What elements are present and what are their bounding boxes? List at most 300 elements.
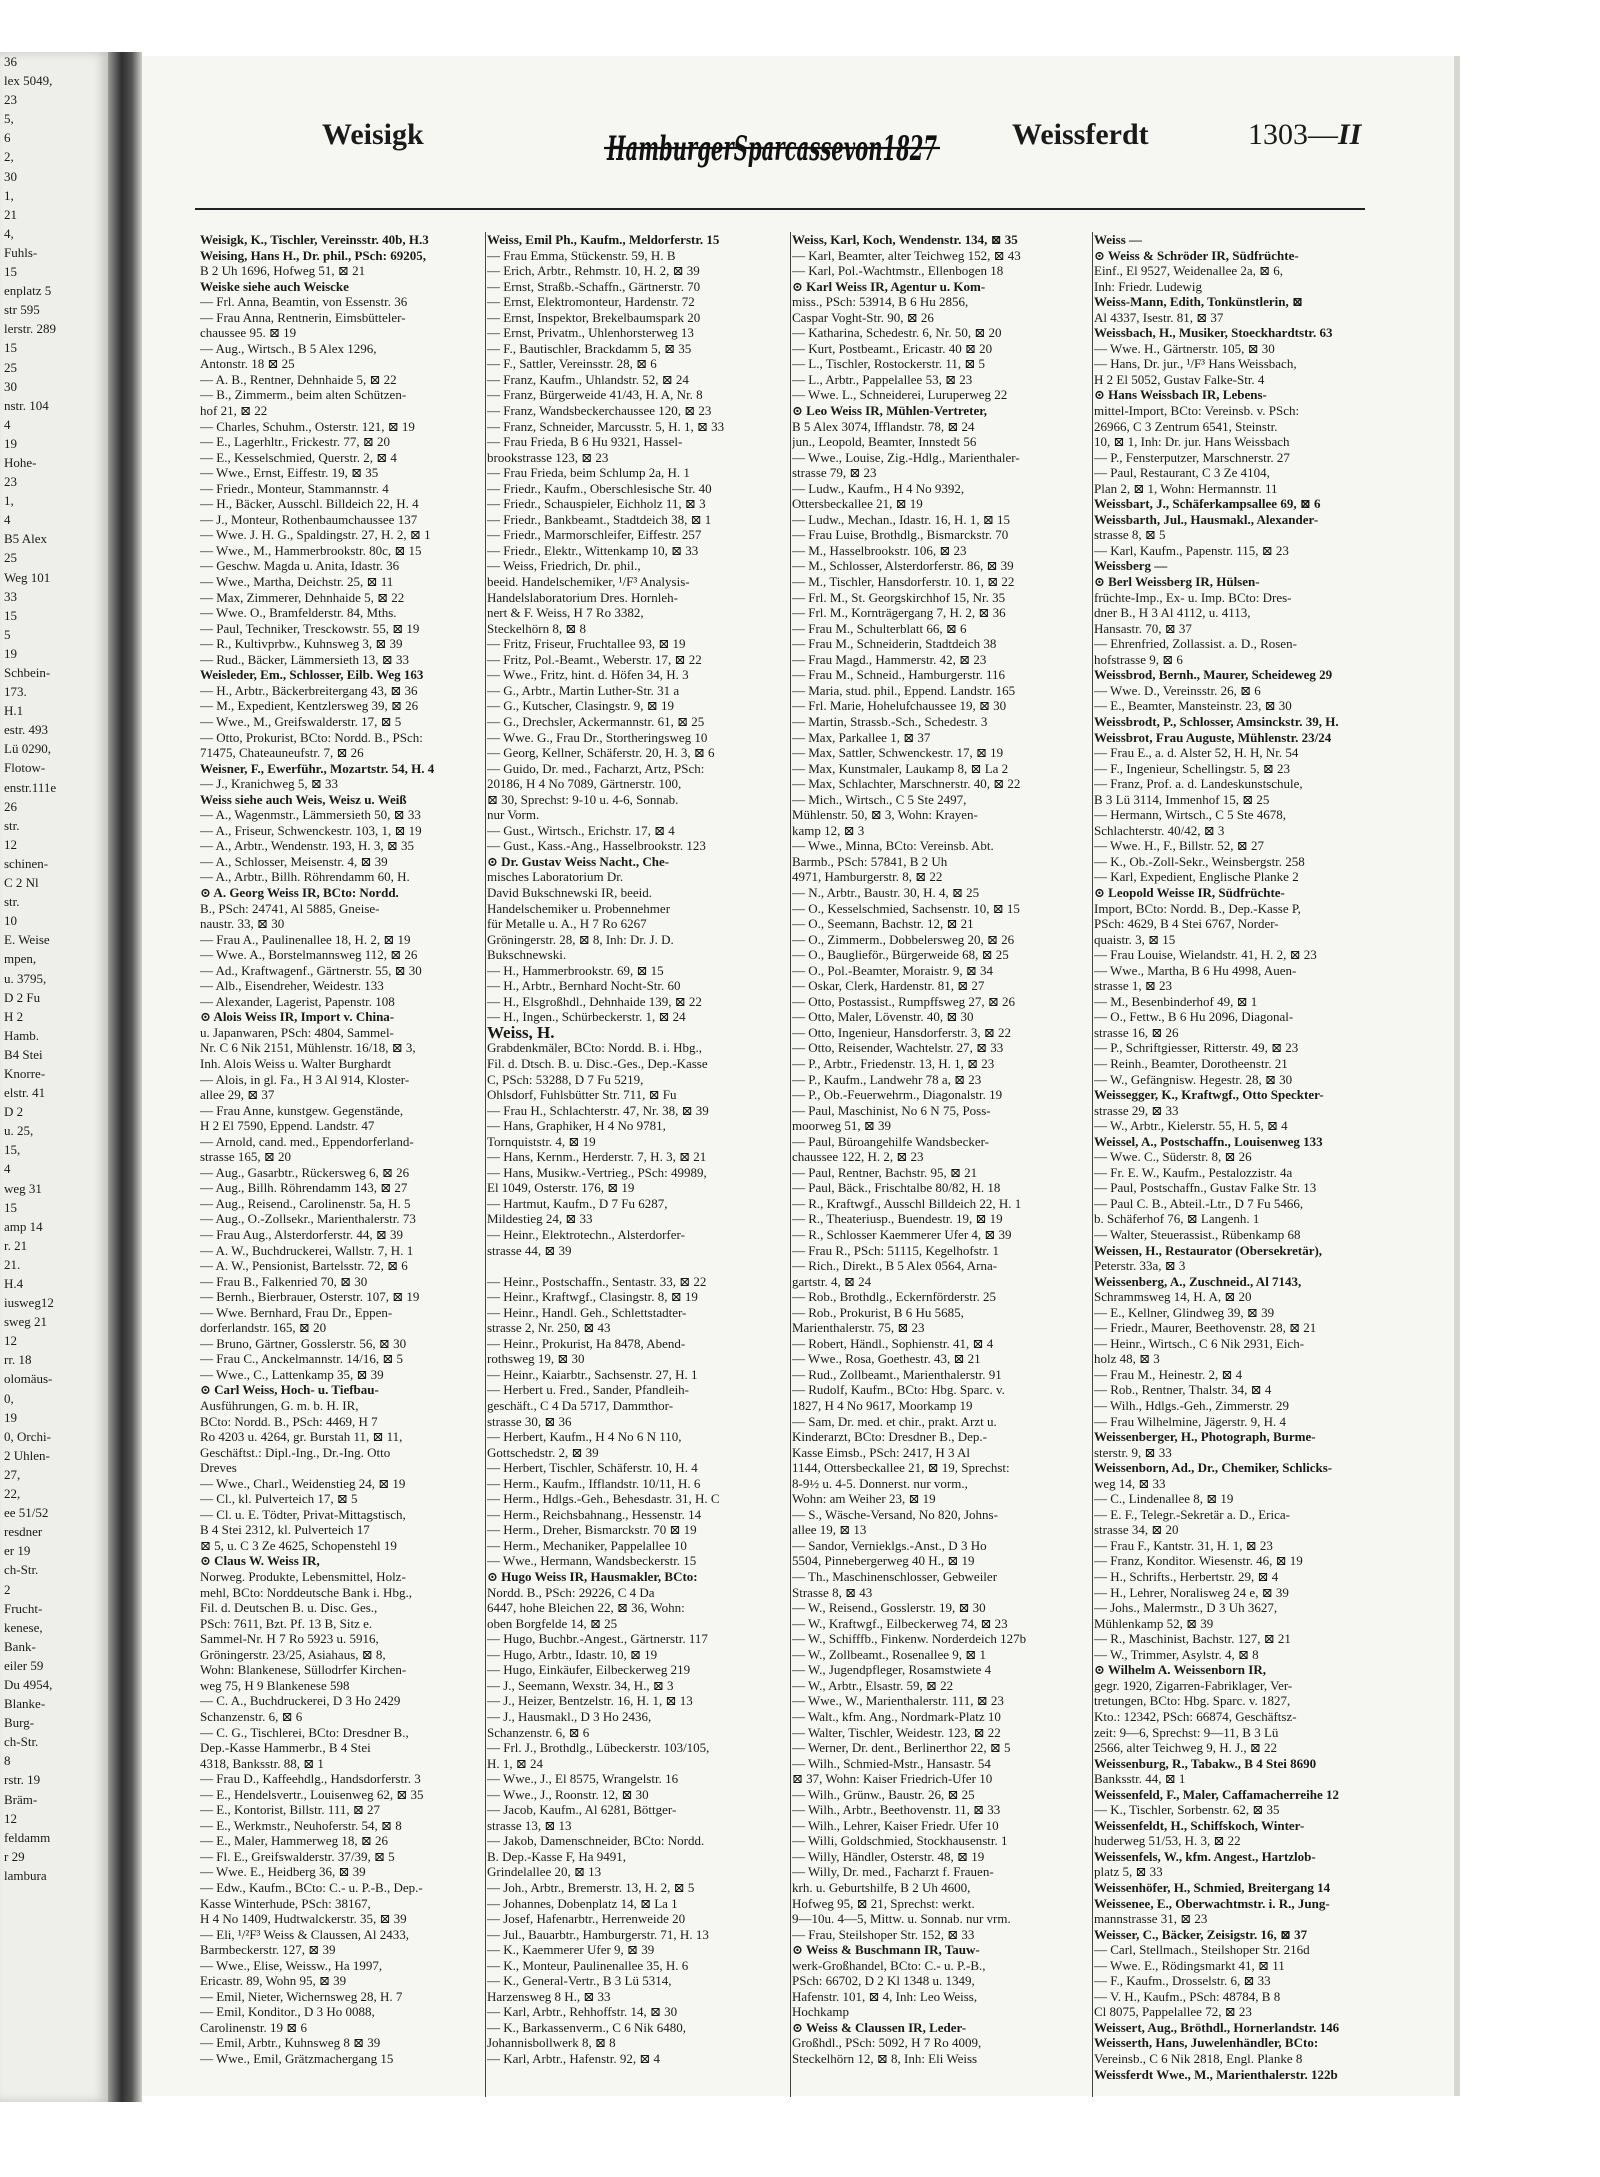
directory-entry-line: — Rich., Direkt., B 5 Alex 0564, Arna- (792, 1258, 998, 1274)
directory-entry-line: — Paul, Bäck., Frischtalbe 80/82, H. 18 (792, 1180, 1001, 1196)
directory-entry-line: — Hans, Graphiker, H 4 No 9781, (487, 1118, 666, 1134)
directory-entry-line: — Frau M., Heinestr. 2, ⊠ 4 (1094, 1366, 1243, 1382)
directory-entry-line: B 4 Stei 2312, kl. Pulverteich 17 (200, 1522, 370, 1538)
directory-entry-line: — Franz, Schneider, Marcusstr. 5, H. 1, ⊠ 33 (487, 418, 725, 434)
directory-entry-line: — Bruno, Gärtner, Gosslerstr. 56, ⊠ 30 (200, 1335, 407, 1351)
directory-entry-line: — M., Tischler, Hansdorferstr. 10. 1, ⊠ 22 (792, 574, 1015, 590)
directory-entry-line: — E., Kellner, Glindweg 39, ⊠ 39 (1094, 1304, 1275, 1320)
directory-entry-line: — Wwe. E., Rödingsmarkt 41, ⊠ 11 (1094, 1957, 1285, 1973)
directory-entry-line: Carolinenstr. 19 ⊠ 6 (200, 2019, 307, 2035)
directory-entry-line: 4318, Banksstr. 88, ⊠ 1 (200, 1755, 324, 1771)
directory-entry-line: Weissenfeld, F., Maler, Caffamacherreihe 12 (1094, 1786, 1340, 1802)
directory-entry-line: — Friedr., Marmorschleifer, Eiffestr. 257 (487, 527, 702, 543)
directory-entry-line: — Aug., Wirtsch., B 5 Alex 1296, (200, 340, 377, 356)
directory-entry-line: Kasse Winterhude, PSch: 38167, (200, 1895, 371, 1911)
left-page-fragment: 33 (4, 588, 17, 604)
directory-entry-line: — Wwe., Fritz, hint. d. Höfen 34, H. 3 (487, 667, 689, 683)
directory-entry-line: — M., Schlosser, Alsterdorferstr. 86, ⊠ 39 (792, 558, 1014, 574)
directory-entry-line: Import, BCto: Nordd. B., Dep.-Kasse P, (1094, 900, 1301, 916)
directory-entry-line: — Frau Frieda, beim Schlump 2a, H. 1 (487, 465, 690, 481)
directory-entry-line: — H., Hammerbrookstr. 69, ⊠ 15 (487, 962, 664, 978)
left-page-fragment: ch-Str. (4, 1562, 39, 1578)
directory-entry-line: mannstrasse 31, ⊠ 23 (1094, 1911, 1208, 1927)
directory-entry-line: B., PSch: 24741, Al 5885, Gneise- (200, 900, 380, 916)
directory-entry-line: für Metalle u. A., H 7 Ro 6267 (487, 916, 647, 932)
left-page-fragment: Bank- (4, 1638, 36, 1654)
left-page-fragment: Blanke- (4, 1696, 46, 1712)
directory-entry-line: Nr. C 6 Nik 2151, Mühlenstr. 16/18, ⊠ 3, (200, 1040, 416, 1056)
directory-entry-line: holz 48, ⊠ 3 (1094, 1351, 1160, 1367)
directory-entry-line: — Ehrenfried, Zollassist. a. D., Rosen- (1094, 636, 1297, 652)
directory-entry-line: — Wwe. L., Schneiderei, Luruperweg 22 (792, 387, 1008, 403)
directory-entry-line: Norweg. Produkte, Lebensmittel, Holz- (200, 1569, 406, 1585)
directory-entry-line: — Friedr., Bankbeamt., Stadtdeich 38, ⊠ 1 (487, 511, 712, 527)
directory-entry-line: strasse 34, ⊠ 20 (1094, 1522, 1179, 1538)
directory-entry-line: 10, ⊠ 1, Inh: Dr. jur. Hans Weissbach (1094, 434, 1290, 450)
directory-entry-line: — Aug., Billh. Röhrendamm 143, ⊠ 27 (200, 1180, 408, 1196)
column-divider (1092, 232, 1093, 2097)
left-page-fragment: er 19 (4, 1543, 31, 1559)
directory-entry-line: — Karl, Kaufm., Papenstr. 115, ⊠ 23 (1094, 542, 1289, 558)
left-page-fragment: 27, (4, 1466, 21, 1482)
directory-entry-line: — R., Kraftwgf., Ausschl Billdeich 22, H. 1 (792, 1195, 1022, 1211)
directory-entry-line: — Paul, Postschaffn., Gustav Falke Str. 13 (1094, 1180, 1317, 1196)
directory-entry-line: 26966, C 3 Zentrum 6541, Steinstr. (1094, 418, 1278, 434)
directory-entry-line: — O., Fettw., B 6 Hu 2096, Diagonal- (1094, 1009, 1294, 1025)
directory-entry-line: — J., Hausmakl., D 3 Ho 2436, (487, 1708, 652, 1724)
directory-entry-line: — Paul, Techniker, Tresckowstr. 55, ⊠ 19 (200, 620, 420, 636)
directory-entry-line: Weissenfeldt, H., Schiffskoch, Winter- (1094, 1817, 1305, 1833)
directory-entry-line: 2566, alter Teichweg 9, H. J., ⊠ 22 (1094, 1740, 1278, 1756)
directory-entry-line: — E., Beamter, Mansteinstr. 23, ⊠ 30 (1094, 698, 1292, 714)
directory-entry-line: — Frau Louise, Wielandstr. 41, H. 2, ⊠ 23 (1094, 947, 1317, 963)
directory-entry-line: Kasse Eimsb., PSch: 2417, H 3 Al (792, 1444, 971, 1460)
directory-entry-line: Weiss siehe auch Weis, Weisz u. Weiß (200, 791, 407, 807)
directory-entry-line: — V. H., Kaufm., PSch: 48784, B 8 (1094, 1988, 1281, 2004)
left-page-fragment: sweg 21 (4, 1314, 47, 1330)
directory-entry-line: Handelslaboratorium Dres. Hornleh- (487, 589, 678, 605)
left-page-fragment: feldamm (4, 1829, 51, 1845)
directory-entry-line: — Ad., Kraftwagenf., Gärtnerstr. 55, ⊠ 30 (200, 962, 422, 978)
page-number-value: 1303— (1248, 118, 1338, 151)
directory-entry-line: — Sam, Dr. med. et chir., prakt. Arzt u. (792, 1413, 997, 1429)
directory-entry-line: — Cl., kl. Pulverteich 17, ⊠ 5 (200, 1491, 358, 1507)
left-page-fragment: 15 (4, 340, 17, 356)
directory-entry-line: — Hugo, Buchbr.-Angest., Gärtnerstr. 117 (487, 1631, 708, 1647)
directory-entry-line: ⊙ Hugo Weiss IR, Hausmakler, BCto: (487, 1569, 698, 1585)
directory-entry-line: — Walt., kfm. Ang., Nordmark-Platz 10 (792, 1708, 1001, 1724)
directory-entry-line: Großhdl., PSch: 5092, H 7 Ro 4009, (792, 2035, 982, 2051)
directory-entry-line: — Wwe., Emil, Grätzmachergang 15 (200, 2050, 394, 2066)
left-page-fragment: 15 (4, 1199, 17, 1215)
directory-entry-line: — Wwe. Bernhard, Frau Dr., Eppen- (200, 1304, 393, 1320)
directory-entry-line: — Wwe., J., Roonstr. 12, ⊠ 30 (487, 1786, 649, 1802)
directory-entry-line: — Frau M., Schneid., Hamburgerstr. 116 (792, 667, 1006, 683)
directory-entry-line: — Franz, Bürgerweide 41/43, H. A, Nr. 8 (487, 387, 703, 403)
directory-entry-line: — Wwe. O., Bramfelderstr. 84, Mths. (200, 605, 397, 621)
directory-entry-line: — Frau, Steilshoper Str. 152, ⊠ 33 (792, 1926, 975, 1942)
directory-entry-line: — Rudolf, Kaufm., BCto: Hbg. Sparc. v. (792, 1382, 1005, 1398)
directory-entry-line: Marienthalerstr. 75, ⊠ 23 (792, 1320, 925, 1336)
directory-entry-line: — J., Kranichweg 5, ⊠ 33 (200, 776, 338, 792)
left-page-fragment: C 2 Nl (4, 875, 39, 891)
left-page-fragment: kenese, (4, 1619, 43, 1635)
directory-entry-line: — Frau Magd., Hammerstr. 42, ⊠ 23 (792, 651, 987, 667)
directory-entry-line: — Gust., Kass.-Ang., Hasselbrookstr. 123 (487, 838, 706, 854)
directory-entry-line: — K., Tischler, Sorbenstr. 62, ⊠ 35 (1094, 1802, 1280, 1818)
directory-entry-line: 5504, Pinnebergerweg 40 H., ⊠ 19 (792, 1553, 975, 1569)
directory-entry-line: nur Vorm. (487, 807, 540, 823)
directory-entry-line: — H., Elsgroßhdl., Dehnhaide 139, ⊠ 22 (487, 993, 702, 1009)
directory-entry-line: ⊙ Dr. Gustav Weiss Nacht., Che- (487, 853, 670, 869)
directory-entry-line: — Wwe., W., Marienthalerstr. 111, ⊠ 23 (792, 1693, 1004, 1709)
directory-entry-line: Wohn: Blankenese, Süllodrfer Kirchen- (200, 1662, 407, 1678)
directory-entry-line: hofstrasse 9, ⊠ 6 (1094, 651, 1183, 667)
left-page-fragment: 173. (4, 684, 27, 700)
directory-entry-line: — Aug., Gasarbtr., Rückersweg 6, ⊠ 26 (200, 1164, 410, 1180)
directory-entry-line: — Kurt, Postbeamt., Ericastr. 40 ⊠ 20 (792, 340, 993, 356)
directory-entry-line: ⊙ Berl Weissberg IR, Hülsen- (1094, 574, 1260, 590)
directory-entry-line: — R., Maschinist, Bachstr. 127, ⊠ 21 (1094, 1631, 1291, 1647)
directory-entry-line: ⊙ Claus W. Weiss IR, (200, 1553, 320, 1569)
directory-entry-line: kamp 12, ⊠ 3 (792, 822, 865, 838)
left-page-fragment: 22, (4, 1486, 21, 1502)
directory-entry-line: naustr. 33, ⊠ 30 (200, 916, 285, 932)
directory-entry-line: — Guido, Dr. med., Facharzt, Artz, PSch: (487, 760, 705, 776)
directory-entry-line: Inh: Friedr. Ludewig (1094, 278, 1202, 294)
directory-entry-line: — O., Pol.-Beamter, Moraistr. 9, ⊠ 34 (792, 962, 994, 978)
directory-entry-line: — F., Bautischler, Brackdamm 5, ⊠ 35 (487, 340, 692, 356)
directory-entry-line: — Wwe., M., Greifswalderstr. 17, ⊠ 5 (200, 713, 402, 729)
directory-entry-line: 20186, H 4 No 7089, Gärtnerstr. 100, (487, 776, 682, 792)
directory-entry-line: Sammel-Nr. H 7 Ro 5923 u. 5916, (200, 1631, 379, 1647)
directory-entry-line: Weissbach, H., Musiker, Stoeckhardtstr. 63 (1094, 325, 1333, 341)
left-page-fragment: 4 (4, 512, 11, 528)
directory-entry-line: 6447, hohe Bleichen 22, ⊠ 36, Wohn: (487, 1600, 685, 1616)
directory-entry-line: strasse 79, ⊠ 23 (792, 465, 877, 481)
directory-entry-line: ⊙ A. Georg Weiss IR, BCto: Nordd. (200, 884, 399, 900)
directory-entry-line: — Frau R., PSch: 51115, Kegelhofstr. 1 (792, 1242, 1000, 1258)
left-page-fragment: lambura (4, 1867, 47, 1883)
directory-entry-line: Weissert, Aug., Bröthdl., Hornerlandstr. 146 (1094, 2019, 1340, 2035)
directory-entry-line: H 4 No 1409, Hudtwalckerstr. 35, ⊠ 39 (200, 1911, 407, 1927)
directory-entry-line: früchte-Imp., Ex- u. Imp. BCto: Dres- (1094, 589, 1292, 605)
directory-entry-line: — P., Schriftgiesser, Ritterstr. 49, ⊠ 23 (1094, 1040, 1299, 1056)
directory-entry-line: — Hans, Kernm., Herderstr. 7, H. 3, ⊠ 21 (487, 1149, 707, 1165)
directory-entry-line: Mühlenkamp 52, ⊠ 39 (1094, 1615, 1214, 1631)
left-page-fragment: str. (4, 894, 20, 910)
directory-entry-line: Ottersbeckallee 21, ⊠ 19 (792, 496, 923, 512)
directory-entry-line: Bukschnewski. (487, 947, 567, 963)
directory-entry-line: — Walter, Steuerassist., Rübenkamp 68 (1094, 1227, 1301, 1242)
directory-entry-line: — Maria, stud. phil., Eppend. Landstr. 165 (792, 682, 1016, 698)
directory-column-3 (792, 232, 1091, 2067)
directory-entry-line: — Carl, Stellmach., Steilshoper Str. 216d (1094, 1942, 1310, 1958)
directory-entry-line: 9—10u. 4—5, Mittw. u. Sonnab. nur vrm. (792, 1911, 1011, 1927)
directory-entry-line: — Wwe. G., Frau Dr., Stortheringsweg 10 (487, 729, 708, 745)
directory-entry-line: Weissbrodt, P., Schlosser, Amsinckstr. 39, H. (1094, 713, 1339, 729)
directory-entry-line: — E. F., Telegr.-Sekretär a. D., Erica- (1094, 1506, 1290, 1522)
directory-entry-line: — E., Maler, Hammerweg 18, ⊠ 26 (200, 1833, 388, 1849)
directory-entry-line: rothsweg 19, ⊠ 30 (487, 1351, 585, 1367)
left-page-fragment: enplatz 5 (4, 283, 52, 299)
left-page-fragment: 15 (4, 264, 17, 280)
directory-entry-line: — Frau H., Schlachterstr. 47, Nr. 38, ⊠ 39 (487, 1102, 709, 1118)
left-page-fragment: 0, Orchi- (4, 1428, 51, 1444)
directory-entry-line: — P., Fensterputzer, Marschnerstr. 27 (1094, 449, 1290, 465)
left-page-fragment: ch-Str. (4, 1734, 39, 1750)
directory-entry-line: — Karl, Arbtr., Rehhoffstr. 14, ⊠ 30 (487, 2004, 678, 2020)
directory-entry-line: — Herm., Reichsbahnang., Hessenstr. 14 (487, 1506, 702, 1522)
directory-entry-line: — Karl, Arbtr., Hafenstr. 92, ⊠ 4 (487, 2050, 661, 2066)
directory-entry-line: — P., Ob.-Feuerwehrm., Diagonalstr. 19 (792, 1087, 1003, 1103)
directory-entry-line: — Hermann, Wirtsch., C 5 Ste 4678, (1094, 807, 1287, 823)
directory-entry-line: — Frau Wilhelmine, Jägerstr. 9, H. 4 (1094, 1413, 1287, 1429)
directory-entry-line: Cl 8075, Pappelallee 72, ⊠ 23 (1094, 2004, 1252, 2020)
left-page-edge (0, 52, 108, 2102)
directory-entry-line: jun., Leopold, Beamter, Innstedt 56 (792, 434, 977, 450)
directory-entry-line: — Geschw. Magda u. Anita, Idastr. 36 (200, 558, 400, 574)
directory-entry-line: Grindelallee 20, ⊠ 13 (487, 1864, 602, 1880)
directory-entry-line: — Alb., Eisendreher, Weidestr. 133 (200, 978, 384, 994)
directory-entry-line: sterstr. 9, ⊠ 33 (1094, 1444, 1172, 1460)
directory-entry-line: — H., Arbtr., Bäckerbreitergang 43, ⊠ 36 (200, 682, 418, 698)
left-page-fragment: 2, (4, 149, 14, 165)
directory-entry-line: Weissenfels, W., kfm. Angest., Hartzlob- (1094, 1848, 1316, 1864)
directory-entry-line: — Wilh., Arbtr., Beethovenstr. 11, ⊠ 33 (792, 1802, 1001, 1818)
directory-entry-line: PSch: 4629, B 4 Stei 6767, Norder- (1094, 916, 1279, 932)
directory-entry-line: — Wwe. H., Gärtnerstr. 105, ⊠ 30 (1094, 340, 1275, 356)
directory-entry-line: — Paul, Restaurant, C 3 Ze 4104, (1094, 465, 1270, 481)
directory-entry-line: — Reinh., Beamter, Dorotheenstr. 21 (1094, 1055, 1288, 1071)
directory-entry-line: — Frau A., Paulinenallee 18, H. 2, ⊠ 19 (200, 931, 411, 947)
left-page-fragment: 25 (4, 359, 17, 375)
left-page-fragment: 25 (4, 550, 17, 566)
directory-entry-line: — Fl. E., Greifswalderstr. 37/39, ⊠ 5 (200, 1848, 395, 1864)
left-page-fragment: r. 21 (4, 1237, 28, 1253)
directory-entry-line: ⊠ 37, Wohn: Kaiser Friedrich-Ufer 10 (792, 1771, 993, 1787)
directory-entry-line: Inh. Alois Weiss u. Walter Burghardt (200, 1055, 392, 1071)
directory-entry-line: — Frl. J., Brothdlg., Lübeckerstr. 103/105, (487, 1740, 710, 1756)
directory-entry-line: 4971, Hamburgerstr. 8, ⊠ 22 (792, 869, 943, 885)
directory-entry-line: strasse 1, ⊠ 23 (1094, 978, 1173, 994)
directory-entry-line: El 1049, Osterstr. 176, ⊠ 19 (487, 1180, 635, 1196)
directory-entry-line: Vereinsb., C 6 Nik 2818, Engl. Planke 8 (1094, 2050, 1303, 2066)
directory-entry-line: weg 75, H 9 Blankenese 598 (200, 1677, 350, 1693)
bank-logo-advertisement (600, 98, 945, 194)
directory-entry-line: Weisigk, K., Tischler, Vereinsstr. 40b, H.3 (200, 232, 429, 247)
directory-entry-line: gegr. 1920, Zigarren-Fabriklager, Ver- (1094, 1677, 1293, 1693)
directory-entry-line: — W., Zollbeamt., Rosenallee 9, ⊠ 1 (792, 1646, 986, 1662)
directory-entry-line: B 5 Alex 3074, Ifflandstr. 78, ⊠ 24 (792, 418, 975, 434)
directory-entry-line: — O., Seemann, Bachstr. 12, ⊠ 21 (792, 916, 974, 932)
left-page-fragment: H.4 (4, 1276, 24, 1291)
directory-entry-line: — P., Kaufm., Landwehr 78 a, ⊠ 23 (792, 1071, 982, 1087)
directory-entry-line: — F., Kaufm., Drosselstr. 6, ⊠ 33 (1094, 1973, 1271, 1989)
directory-entry-line: allee 29, ⊠ 37 (200, 1087, 275, 1103)
directory-entry-line: — Ludw., Mechan., Idastr. 16, H. 1, ⊠ 15 (792, 511, 1011, 527)
left-page-fragment: 15 (4, 607, 17, 623)
directory-entry-line: Weissen, H., Restaurator (Obersekretär), (1094, 1242, 1323, 1258)
bank-logo-text: HamburgerSparcassevon1827 (606, 129, 938, 169)
directory-entry-line: Fil. d. Dtsch. B. u. Disc.-Ges., Dep.-Kasse (487, 1055, 708, 1071)
directory-entry-line: — Wwe. A., Borstelmannsweg 112, ⊠ 26 (200, 947, 418, 963)
directory-entry-line: — Weiss, Friedrich, Dr. phil., (487, 558, 641, 574)
directory-entry-line: Weisserth, Hans, Juwelenhändler, BCto: (1094, 2035, 1319, 2051)
directory-entry-line: — Emil, Konditor., D 3 Ho 0088, (200, 2004, 375, 2020)
directory-entry-line: — O., Zimmerm., Dobbelersweg 20, ⊠ 26 (792, 931, 1015, 947)
left-page-fragment: 2 Uhlen- (4, 1447, 50, 1463)
directory-entry-line: Caspar Voght-Str. 90, ⊠ 26 (792, 309, 934, 325)
left-page-fragment: lex 5049, (4, 73, 53, 89)
directory-entry-line: Schanzenstr. 6, ⊠ 6 (487, 1724, 590, 1740)
directory-column-1 (200, 232, 483, 2067)
directory-entry-line: — Wwe., J., El 8575, Wrangelstr. 16 (487, 1771, 679, 1787)
directory-entry-line: PSch: 66702, D 2 Kl 1348 u. 1349, (792, 1973, 975, 1989)
directory-entry-line: — Otto, Prokurist, BCto: Nordd. B., PSch: (200, 729, 423, 745)
directory-entry-line (487, 1258, 787, 1274)
directory-entry-line: — H., Schrifts., Herbertstr. 29, ⊠ 4 (1094, 1569, 1279, 1585)
directory-entry-line: Plan 2, ⊠ 1, Wohn: Hermannstr. 11 (1094, 480, 1278, 496)
page-edge (1454, 56, 1460, 2096)
directory-entry-line: Geschäftst.: Dipl.-Ing., Dr.-Ing. Otto (200, 1444, 391, 1460)
directory-entry-line: — Th., Maschinenschlosser, Gebweiler (792, 1569, 998, 1585)
directory-entry-line: — Hugo, Einkäufer, Eilbeckerweg 219 (487, 1662, 691, 1678)
directory-entry-line: — Wwe. E., Heidberg 36, ⊠ 39 (200, 1864, 366, 1880)
directory-entry-line: nert & F. Weiss, H 7 Ro 3382, (487, 605, 644, 621)
directory-entry-line: — Rob., Rentner, Thalstr. 34, ⊠ 4 (1094, 1382, 1272, 1398)
left-page-fragment: B4 Stei (4, 1046, 43, 1062)
directory-entry-line: — Alexander, Lagerist, Papenstr. 108 (200, 993, 395, 1009)
directory-entry-line: — A., Arbtr., Billh. Röhrendamm 60, H. (200, 869, 410, 885)
directory-entry-line: — Ludw., Kaufm., H 4 No 9392, (792, 480, 965, 496)
header-rule (195, 208, 1365, 210)
left-page-fragment: 19 (4, 1409, 17, 1425)
left-page-fragment: u. 25, (4, 1123, 34, 1139)
directory-entry-line: Antonstr. 18 ⊠ 25 (200, 356, 295, 372)
directory-entry-line: H 2 El 5052, Gustav Falke-Str. 4 (1094, 371, 1265, 387)
directory-entry-line: Weissegger, K., Kraftwgf., Otto Speckter- (1094, 1087, 1324, 1103)
directory-entry-line: Weising, Hans H., Dr. phil., PSch: 69205, (200, 247, 426, 263)
directory-entry-line: — O., Bauglieför., Bürgerweide 68, ⊠ 25 (792, 947, 1009, 963)
directory-entry-line: strasse 2, Nr. 250, ⊠ 43 (487, 1320, 611, 1336)
left-page-fragment: 12 (4, 1333, 17, 1349)
header-left-word: Weisigk (322, 118, 424, 151)
directory-entry-line: Al 4337, Isestr. 81, ⊠ 37 (1094, 309, 1224, 325)
left-page-fragment: Knorre- (4, 1065, 46, 1081)
directory-entry-line: — Ernst, Privatm., Uhlenhorsterweg 13 (487, 325, 694, 341)
directory-entry-line: — Wilh., Schmied-Mstr., Hansastr. 54 (792, 1755, 991, 1771)
directory-entry-line: 71475, Chateauneufstr. 7, ⊠ 26 (200, 745, 364, 761)
directory-entry-line: — W., Kraftwgf., Eilbeckerweg 74, ⊠ 23 (792, 1615, 1008, 1631)
left-page-fragment: H 2 (4, 1008, 24, 1024)
directory-entry-line: — Rud., Zollbeamt., Marienthalerstr. 91 (792, 1366, 1002, 1382)
directory-entry-line: Weissberg — (1094, 558, 1168, 574)
left-page-fragment: Bräm- (4, 1791, 38, 1807)
directory-entry-line: — Paul, Rentner, Bachstr. 95, ⊠ 21 (792, 1164, 978, 1180)
directory-entry-line: — S., Wäsche-Versand, No 820, Johns- (792, 1506, 998, 1522)
directory-entry-line: — A. W., Pensionist, Bartelsstr. 72, ⊠ 6 (200, 1258, 408, 1274)
directory-entry-line: Einf., El 9527, Weidenallee 2a, ⊠ 6, (1094, 263, 1284, 279)
directory-entry-line: C, PSch: 53288, D 7 Fu 5219, (487, 1071, 644, 1087)
directory-entry-line: — Herm., Kaufm., Ifflandstr. 10/11, H. 6 (487, 1475, 701, 1491)
directory-entry-line: — H., Lehrer, Noralisweg 24 e, ⊠ 39 (1094, 1584, 1289, 1600)
left-page-fragment: 12 (4, 1810, 17, 1826)
directory-entry-line: — A., Friseur, Schwenckestr. 103, 1, ⊠ 19 (200, 822, 422, 838)
directory-column-2 (487, 232, 787, 2067)
directory-entry-line: — Edw., Kaufm., BCto: C.- u. P.-B., Dep.- (200, 1879, 423, 1895)
directory-entry-line: Wohn: am Weiher 23, ⊠ 19 (792, 1491, 936, 1507)
directory-entry-line: — Willi, Goldschmied, Stockhausenstr. 1 (792, 1833, 1008, 1849)
directory-entry-line: — Wwe. J. H. G., Spaldingstr. 27, H. 2, ⊠ 1 (200, 527, 431, 543)
left-page-fragment: schinen- (4, 855, 49, 871)
directory-entry-line: Ericastr. 89, Wohn 95, ⊠ 39 (200, 1973, 347, 1989)
directory-entry-line: Steckelhörn 8, ⊠ 8 (487, 620, 586, 636)
left-page-fragment: rr. 18 (4, 1352, 32, 1368)
left-page-fragment: ee 51/52 (4, 1505, 49, 1521)
directory-entry-line: — Franz, Konditor. Wiesenstr. 46, ⊠ 19 (1094, 1553, 1303, 1569)
directory-entry-line: — E., Werkmstr., Neuhoferstr. 54, ⊠ 8 (200, 1817, 402, 1833)
directory-entry-line: Weissenhöfer, H., Schmied, Breitergang 14 (1094, 1879, 1331, 1895)
left-page-fragment: Schbein- (4, 665, 51, 680)
left-page-fragment: Fuhls- (4, 244, 38, 260)
directory-entry-line: ⊠ 5, u. C 3 Ze 4625, Schopenstehl 19 (200, 1537, 397, 1553)
directory-entry-line: David Bukschnewski IR, beeid. (487, 884, 653, 900)
directory-entry-line: — Martin, Strassb.-Sch., Schedestr. 3 (792, 713, 988, 729)
directory-entry-line: — Frau D., Kaffeehdlg., Handsdorferstr. 3 (200, 1771, 421, 1787)
left-page-fragment: 4 (4, 416, 11, 432)
directory-entry-line: — K., Ob.-Zoll-Sekr., Weinsbergstr. 258 (1094, 853, 1305, 869)
directory-entry-line: Weissenberger, H., Photograph, Burme- (1094, 1429, 1316, 1445)
directory-entry-line: — Friedr., Kaufm., Oberschlesische Str. 40 (487, 480, 712, 496)
directory-entry-line: — W., Gefängnisw. Hegestr. 28, ⊠ 30 (1094, 1071, 1293, 1087)
left-page-fragment: B5 Alex (4, 531, 47, 547)
directory-entry-line: — E., Lagerhltr., Frickestr. 77, ⊠ 20 (200, 434, 390, 450)
directory-entry-line: — K., Kaemmerer Ufer 9, ⊠ 39 (487, 1942, 655, 1958)
directory-entry-line: — G., Arbtr., Martin Luther-Str. 31 a (487, 682, 680, 698)
left-page-fragment: 0, (4, 1390, 14, 1406)
directory-entry-line: Mühlenstr. 50, ⊠ 3, Wohn: Krayen- (792, 807, 978, 823)
directory-entry-line: Dep.-Kasse Hammerbr., B 4 Stei (200, 1740, 371, 1756)
left-page-fragment: Du 4954, (4, 1676, 53, 1692)
directory-entry-line: hof 21, ⊠ 22 (200, 403, 268, 419)
directory-entry-line: — Wwe., Minna, BCto: Vereinsb. Abt. (792, 838, 994, 854)
left-page-fragment: 4, (4, 225, 14, 241)
directory-entry-line: — N., Arbtr., Baustr. 30, H. 4, ⊠ 25 (792, 884, 980, 900)
directory-entry-line: — A., Arbtr., Wendenstr. 193, H. 3, ⊠ 35 (200, 838, 414, 854)
directory-entry-line: — Max, Zimmerer, Dehnhaide 5, ⊠ 22 (200, 589, 405, 605)
directory-entry-line: — Frl. Marie, Hohelufchaussee 19, ⊠ 30 (792, 698, 1007, 714)
directory-entry-line: — Frau Luise, Brothdlg., Bismarckstr. 70 (792, 527, 1009, 543)
directory-entry-line: Kinderarzt, BCto: Dresdner B., Dep.- (792, 1429, 987, 1445)
directory-entry-line: B 3 Lü 3114, Immenhof 15, ⊠ 25 (1094, 791, 1270, 807)
directory-entry-line: — Cl. u. E. Tödter, Privat-Mittagstisch, (200, 1506, 406, 1522)
left-page-fragment: 5, (4, 111, 14, 127)
directory-entry-line: — Willy, Händler, Osterstr. 48, ⊠ 19 (792, 1848, 985, 1864)
directory-entry-line: strasse 29, ⊠ 33 (1094, 1102, 1179, 1118)
directory-entry-line: — Heinr., Kaiarbtr., Sachsenstr. 27, H. 1 (487, 1366, 698, 1382)
directory-entry-line: ⊙ Weiss & Claussen IR, Leder- (792, 2019, 967, 2035)
directory-entry-line: mehl, BCto: Norddeutsche Bank i. Hbg., (200, 1584, 412, 1600)
directory-entry-line: Harzensweg 8 H., ⊠ 33 (487, 1988, 611, 2004)
book-gutter (108, 52, 142, 2102)
directory-entry-line: — M., Expedient, Kentzlersweg 39, ⊠ 26 (200, 698, 419, 714)
directory-entry-line: — H., Arbtr., Bernhard Nocht-Str. 60 (487, 978, 681, 994)
directory-column-4 (1094, 232, 1380, 2082)
directory-entry-line: Kto.: 12342, PSch: 66874, Geschäftsz- (1094, 1708, 1297, 1724)
directory-entry-line: Weissenberg, A., Zuschneid., Al 7143, (1094, 1273, 1302, 1289)
directory-entry-line: Weissferdt Wwe., M., Marienthalerstr. 122b (1094, 2066, 1338, 2082)
